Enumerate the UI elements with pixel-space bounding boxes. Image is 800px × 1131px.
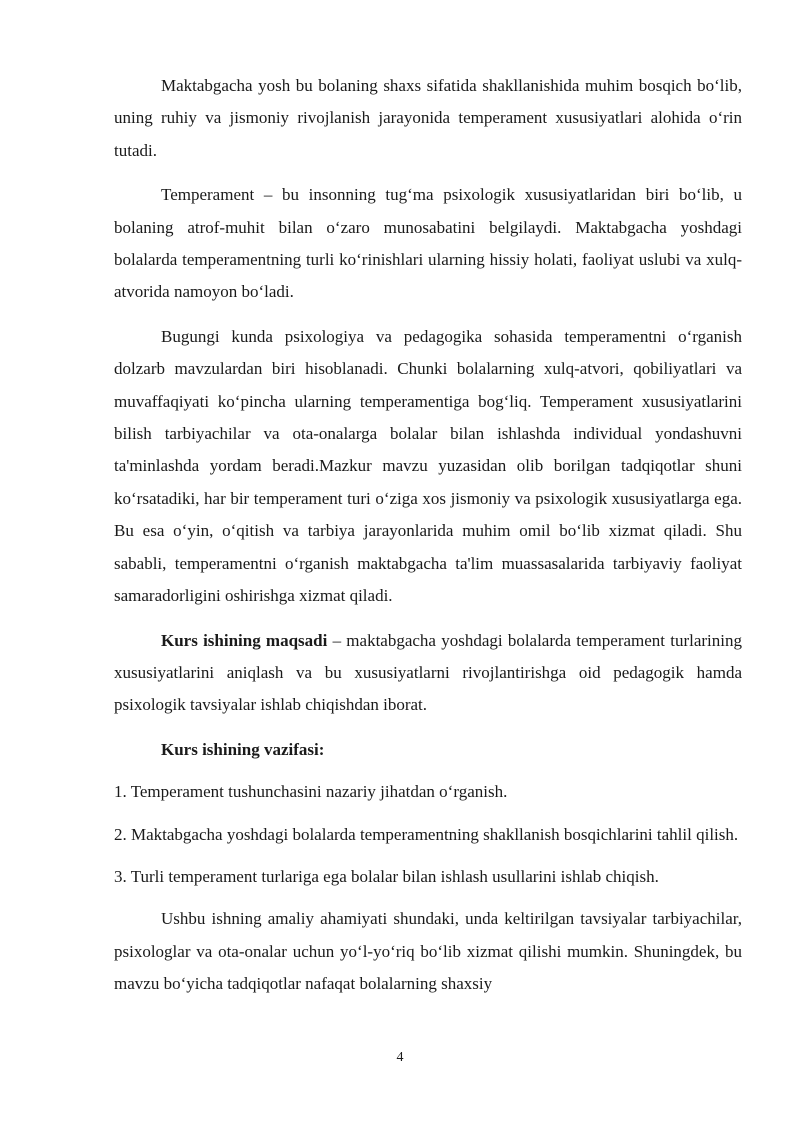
tasks-heading: Kurs ishining vazifasi:	[161, 739, 325, 759]
document-body	[114, 70, 742, 1013]
task-item-2: 2. Maktabgacha yoshdagi bolalarda temperamentning shakllanish bosqichlarini tahlil qilish.	[114, 824, 739, 844]
paragraph-intro: Maktabgacha yosh bu bolaning shaxs sifatida shakllanishida muhim bosqich bo‘lib, uning ruhiy va jismoniy rivojlanish jarayonida temperament xususiyatlari alohida o‘rin tutadi.	[114, 76, 742, 160]
goal-text: – maktabgacha yoshdagi bolalarda temperament turlarining xususiyatlarini aniqlash va bu xususiyatlarni rivojlantirishga oid pedagogik hamda psixologik tavsiyalar ishlab chiqishdan iborat.	[114, 630, 743, 715]
paragraph-goal	[114, 625, 742, 722]
paragraph-temperament-definition: Temperament – bu insonning tug‘ma psixologik xususiyatlaridan biri bo‘lib, u bolaning atrof-muhit bilan o‘zaro munosabatini belgilaydi. Maktabgacha yoshdagi bolalarda temperamentning turli ko‘rinishlari ularning hissiy holati, faoliyat uslubi va xulq-atvorida namoyon bo‘ladi.	[114, 185, 742, 302]
page-number: 4	[396, 1050, 404, 1065]
paragraph-practical-significance: Ushbu ishning amaliy ahamiyati shundaki, unda keltirilgan tavsiyalar tarbiyachilar, psixologlar va ota-onalar uchun yo‘l-yo‘riq bo‘lib xizmat qilishi mumkin. Shuningdek, bu mavzu bo‘yicha tadqiqotlar nafaqat bolalarning shaxsiy	[114, 909, 742, 994]
task-item-1: 1. Temperament tushunchasini nazariy jihatdan o‘rganish.	[114, 782, 508, 802]
task-item-3: 3. Turli temperament turlariga ega bolalar bilan ishlash usullarini ishlab chiqish.	[114, 866, 659, 886]
goal-label: Kurs ishining maqsadi	[161, 630, 328, 650]
paragraph-relevance: Bugungi kunda psixologiya va pedagogika sohasida temperamentni o‘rganish dolzarb mavzulardan biri hisoblanadi. Chunki bolalarning xulq-atvori, qobiliyatlari va muvaffaqiyati ko‘pincha ularning temperamentiga bog‘liq. Temperament xususiyatlarini bilish tarbiyachilar va ota-onalarga bolalar bilan ishlashda individual yondashuvni ta'minlashda yordam beradi.Mazkur mavzu yuzasidan olib borilgan tadqiqotlar shuni ko‘rsatadiki, har bir temperament turi o‘ziga xos jismoniy va psixologik xususiyatlarga ega. Bu esa o‘yin, o‘qitish va tarbiya jarayonlarida muhim omil bo‘lib xizmat qiladi. Shu sababli, temperamentni o‘rganish maktabgacha ta'lim muassasalarida tarbiyaviy faoliyat samaradorligini oshirishga xizmat qiladi.	[114, 326, 742, 606]
